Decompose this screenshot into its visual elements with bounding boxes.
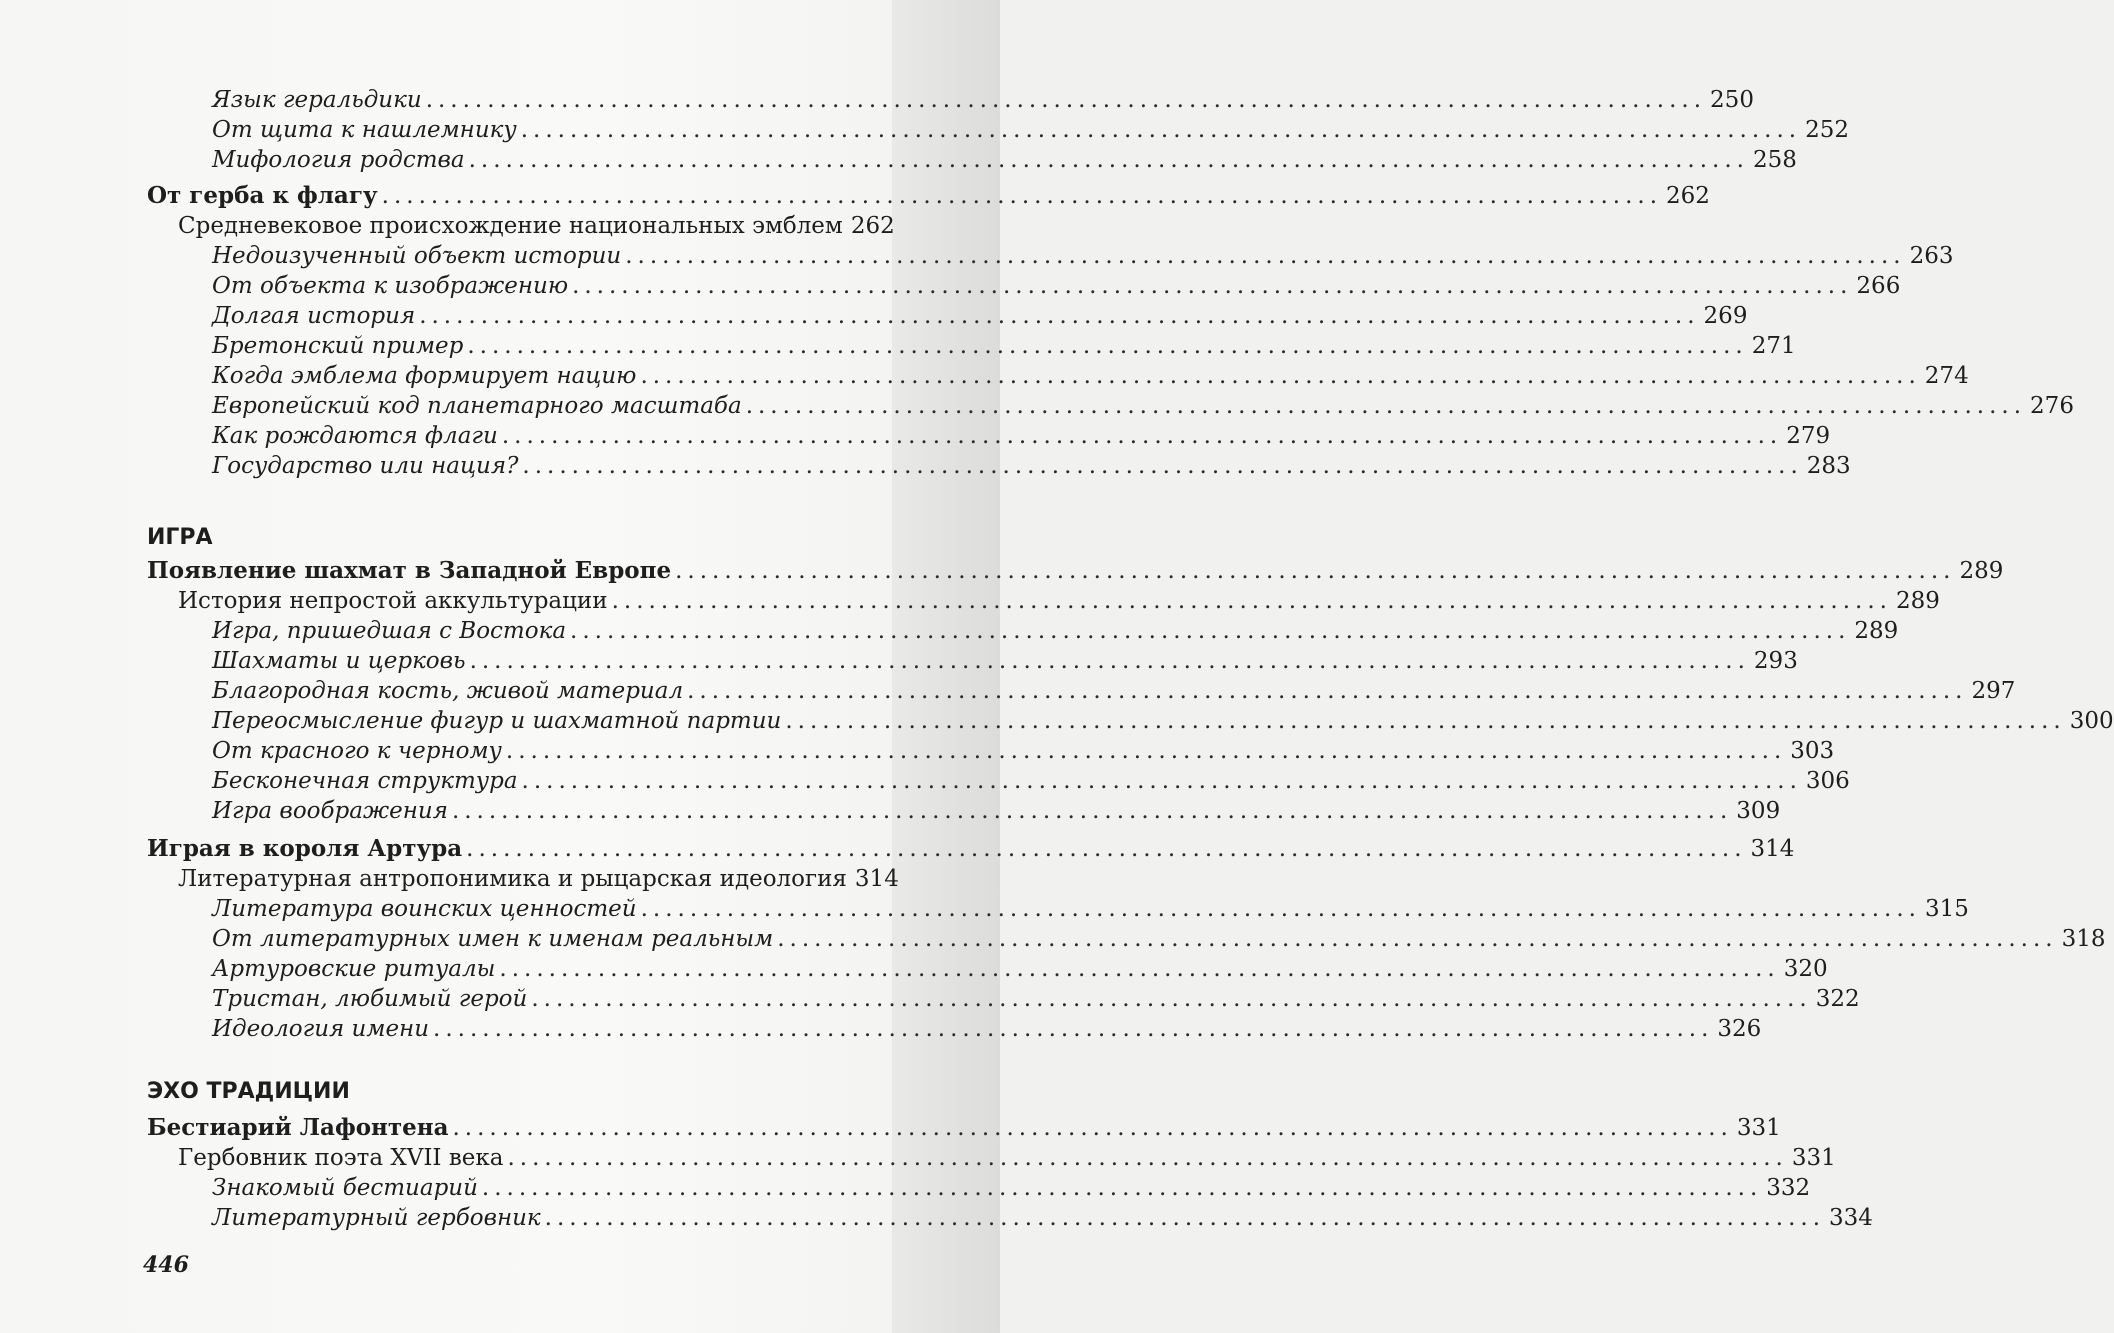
toc-leader: ........................................................................................................ [640, 896, 1921, 922]
toc-entry-page: 332 [1766, 1175, 1811, 1201]
toc-entry-title: От литературных имен к именам реальным [212, 926, 774, 952]
toc-leader: ........................................................................................................ [419, 303, 1700, 329]
toc-entry-page: 331 [1736, 1115, 1781, 1141]
toc-entry-title: Бесконечная структура [212, 768, 518, 794]
toc-leader: ........................................................................................................ [467, 333, 1748, 359]
toc-entry-title: Бретонский пример [212, 333, 464, 359]
toc-entry-page: 269 [1703, 303, 1748, 329]
toc-leader: ........................................................................................................ [531, 986, 1812, 1012]
toc-entry-page: 271 [1751, 333, 1796, 359]
toc-entry [212, 954, 1828, 984]
toc-entry-page: 274 [1924, 363, 1969, 389]
toc-entry-title: Государство или нация? [212, 453, 519, 479]
toc-entry-page: 293 [1753, 648, 1798, 674]
toc-leader: ........................................................................................................ [777, 926, 2058, 952]
toc-entry-page: 322 [1815, 986, 1860, 1012]
toc-entry-page: 315 [1924, 896, 1969, 922]
toc-entry-page: 314 [1750, 836, 1795, 862]
toc-entry [212, 361, 1969, 391]
toc-entry-page: 331 [1791, 1145, 1836, 1171]
toc-entry [212, 706, 2114, 736]
toc-entry-title: Артуровские ритуалы [212, 956, 496, 982]
toc-entry [212, 646, 1798, 676]
toc-entry-page: 250 [1710, 87, 1754, 113]
toc-entry-page: 252 [1805, 117, 1849, 143]
toc-chapter [147, 1113, 1781, 1143]
toc-entry-page: 306 [1805, 768, 1850, 794]
toc-entry-title: Игра воображения [212, 798, 448, 824]
toc-entry-title: От красного к черному [212, 738, 502, 764]
toc-entry-page: 262 [1666, 183, 1710, 209]
toc-entry-title: Когда эмблема формирует нацию [212, 363, 637, 389]
toc-leader: ........................................................................................................ [625, 243, 1906, 269]
toc-entry-page: 266 [1856, 273, 1901, 299]
toc-leader: ........................................................................................................ [687, 678, 1968, 704]
toc-leader: ........................................................................................................ [522, 453, 1803, 479]
toc-entry [212, 115, 1849, 145]
page-number: 446 [143, 1252, 189, 1278]
toc-entry-page: 279 [1786, 423, 1831, 449]
toc-entry-page: 303 [1790, 738, 1835, 764]
toc-leader: ........................................................................................................ [507, 1145, 1788, 1171]
toc-entry-title: Бестиарий Лафонтена [147, 1114, 449, 1141]
toc-entry-title: Играя в короля Артура [147, 835, 463, 862]
toc-entry [212, 145, 1797, 175]
toc-entry-title: Литература воинских ценностей [212, 896, 637, 922]
toc-entry-title: Благородная кость, живой материал [212, 678, 684, 704]
toc-entry [212, 616, 1899, 646]
toc-chapter [147, 834, 1795, 864]
toc-entry-page: 289 [1854, 618, 1899, 644]
toc-entry [178, 211, 895, 241]
toc-entry-title: Как рождаются флаги [212, 423, 498, 449]
toc-entry-page: 289 [1895, 588, 1940, 614]
toc-entry-page: 258 [1752, 147, 1797, 173]
toc-entry [212, 85, 1754, 115]
toc-entry-title: Средневековое происхождение национальных эмблем [178, 213, 843, 239]
toc-leader: ........................................................................................................ [381, 183, 1663, 209]
toc-leader: ........................................................................................................ [572, 273, 1853, 299]
toc-entry [212, 894, 1969, 924]
toc-leader: ........................................................................................................ [469, 648, 1750, 674]
toc-entry-page: 289 [1959, 558, 2004, 584]
toc-entry [178, 1143, 1836, 1173]
toc-leader: ........................................................................................................ [451, 798, 1733, 824]
toc-entry-title: Знакомый бестиарий [212, 1175, 478, 1201]
toc-entry [212, 766, 1850, 796]
toc-entry-title: Язык геральдики [212, 87, 422, 113]
toc-entry-page: 263 [1909, 243, 1954, 269]
toc-entry [212, 1203, 1873, 1233]
toc-leader: ........................................................................................................ [481, 1175, 1763, 1201]
toc-entry-title: Литературная антропонимика и рыцарская идеология [178, 866, 847, 892]
toc-leader: ........................................................................................................ [520, 117, 1802, 143]
toc-entry-title: Мифология родства [212, 147, 465, 173]
toc-entry [212, 1173, 1811, 1203]
toc-entry-page: 297 [1971, 678, 2016, 704]
toc-entry-page: 318 [2061, 926, 2106, 952]
section-heading: ЭХО ТРАДИЦИИ [147, 1079, 350, 1104]
toc-leader: ........................................................................................................ [452, 1115, 1733, 1141]
toc-leader: ........................................................................................................ [425, 87, 1707, 113]
toc-entry-page: 320 [1783, 956, 1828, 982]
toc-entry-title: Европейский код планетарного масштаба [212, 393, 742, 419]
toc-entry [178, 864, 899, 894]
toc-entry [212, 796, 1781, 826]
toc-entry [212, 676, 2016, 706]
toc-entry-page: 262 [850, 213, 895, 239]
toc-entry-title: От объекта к изображению [212, 273, 569, 299]
toc-entry-title: От щита к нашлемнику [212, 117, 517, 143]
toc-entry-title: Гербовник поэта XVII века [178, 1145, 504, 1171]
toc-entry-title: История непростой аккультурации [178, 588, 608, 614]
toc-entry-page: 309 [1736, 798, 1781, 824]
toc-entry [178, 586, 1940, 616]
toc-chapter [147, 556, 2004, 586]
toc-leader: ........................................................................................................ [544, 1205, 1826, 1231]
toc-leader: ........................................................................................................ [640, 363, 1921, 389]
toc-entry-page: 334 [1829, 1205, 1873, 1231]
section-heading: ИГРА [147, 525, 213, 550]
toc-leader: ........................................................................................................ [433, 1016, 1714, 1042]
toc-entry-title: Недоизученный объект истории [212, 243, 622, 269]
toc-entry [212, 984, 1860, 1014]
toc-entry-page: 283 [1806, 453, 1851, 479]
toc-entry-title: Игра, пришедшая с Востока [212, 618, 567, 644]
toc-leader: ........................................................................................................ [505, 738, 1787, 764]
toc-entry-title: Литературный гербовник [212, 1205, 541, 1231]
toc-entry-title: Переосмысление фигур и шахматной партии [212, 708, 782, 734]
toc-entry-page: 314 [854, 866, 899, 892]
toc-entry-page: 326 [1717, 1016, 1762, 1042]
toc-entry [212, 1014, 1762, 1044]
toc-leader: ........................................................................................................ [499, 956, 1780, 982]
toc-entry [212, 241, 1954, 271]
toc-leader: ........................................................................................................ [745, 393, 2027, 419]
toc-entry [212, 736, 1835, 766]
toc-entry-title: Идеология имени [212, 1016, 430, 1042]
toc-entry [212, 924, 2106, 954]
toc-entry-title: Шахматы и церковь [212, 648, 466, 674]
toc-entry-title: Тристан, любимый герой [212, 986, 528, 1012]
toc-leader: ........................................................................................................ [570, 618, 1851, 644]
toc-entry-title: От герба к флагу [147, 182, 378, 209]
toc-leader: ........................................................................................................ [785, 708, 2066, 734]
toc-chapter [147, 181, 1710, 211]
toc-entry [212, 271, 1901, 301]
toc-entry [212, 331, 1796, 361]
toc-entry-page: 276 [2030, 393, 2074, 419]
toc-entry-title: Появление шахмат в Западной Европе [147, 557, 672, 584]
toc-leader: ........................................................................................................ [466, 836, 1747, 862]
toc-leader: ........................................................................................................ [521, 768, 1802, 794]
toc-entry [212, 301, 1748, 331]
toc-leader: ........................................................................................................ [468, 147, 1749, 173]
toc-leader: ........................................................................................................ [675, 558, 1956, 584]
toc-entry [212, 451, 1851, 481]
toc-entry [212, 391, 2074, 421]
toc-entry-title: Долгая история [212, 303, 416, 329]
toc-leader: ........................................................................................................ [501, 423, 1783, 449]
toc-leader: ........................................................................................................ [611, 588, 1892, 614]
toc-entry [212, 421, 1831, 451]
toc-entry-page: 300 [2069, 708, 2114, 734]
